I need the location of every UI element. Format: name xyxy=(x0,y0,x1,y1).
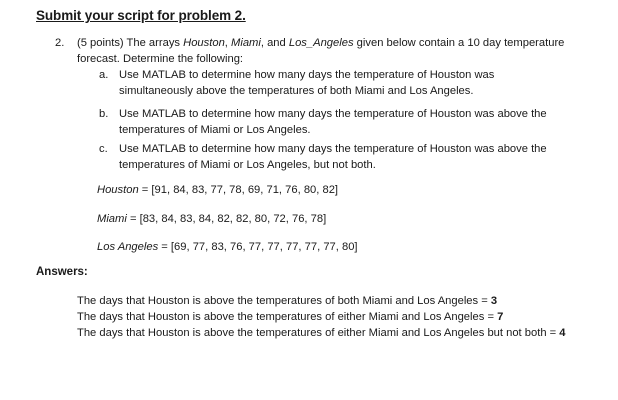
array-name-miami: Miami xyxy=(231,37,261,49)
answer-value: 3 xyxy=(490,295,498,307)
array-los-angeles xyxy=(97,240,358,255)
array-name-los-angeles: Los_Angeles xyxy=(288,37,354,49)
array-values: = [83, 84, 83, 84, 82, 82, 80, 72, 76, 78] xyxy=(126,213,327,225)
array-values: = [69, 77, 83, 76, 77, 77, 77, 77, 77, 80] xyxy=(158,241,358,253)
problem-prompt xyxy=(77,36,587,67)
array-name-houston: Houston xyxy=(183,37,225,49)
subquestion-text: Use MATLAB to determine how many days the temperature of Houston was simultaneously above the temperatures of both Miami and Los Angeles. xyxy=(119,69,495,97)
array-miami xyxy=(97,212,326,227)
answer-text: The days that Houston is above the temperatures of either Miami and Los Angeles = xyxy=(77,311,498,323)
prompt-part-b: given below contain a 10 day temperature forecast. Determine the following: xyxy=(77,37,565,65)
answer-b xyxy=(77,310,567,326)
answer-a xyxy=(77,294,567,310)
subquestion-letter: c. xyxy=(99,143,108,155)
subquestion-text: Use MATLAB to determine how many days the temperature of Houston was above the temperatures of Miami or Los Angeles. xyxy=(119,108,547,136)
prompt-part-a: (5 points) The arrays xyxy=(77,37,184,49)
array-houston xyxy=(97,183,338,198)
prompt-separator-2: , and xyxy=(260,37,289,49)
subquestion-letter: a. xyxy=(99,69,109,81)
array-label: Miami xyxy=(97,213,127,225)
array-values: = [91, 84, 83, 77, 78, 69, 71, 76, 80, 82] xyxy=(138,184,339,196)
array-label: Houston xyxy=(97,184,139,196)
array-label: Los Angeles xyxy=(97,241,159,253)
answer-text: The days that Houston is above the temperatures of either Miami and Los Angeles but not both = xyxy=(77,327,560,339)
answer-value: 7 xyxy=(497,311,504,323)
subquestion-text: Use MATLAB to determine how many days the temperature of Houston was above the temperatures of Miami or Los Angeles, but not both. xyxy=(119,143,547,171)
answer-c xyxy=(77,326,567,342)
answers-heading: Answers: xyxy=(36,266,88,278)
answer-text: The days that Houston is above the temperatures of both Miami and Los Angeles = xyxy=(77,295,491,307)
page-title: Submit your script for problem 2. xyxy=(36,8,246,23)
answer-value: 4 xyxy=(559,327,566,339)
problem-number: 2. xyxy=(55,37,65,49)
prompt-separator-1: , xyxy=(224,37,232,49)
subquestion-letter: b. xyxy=(99,108,109,120)
